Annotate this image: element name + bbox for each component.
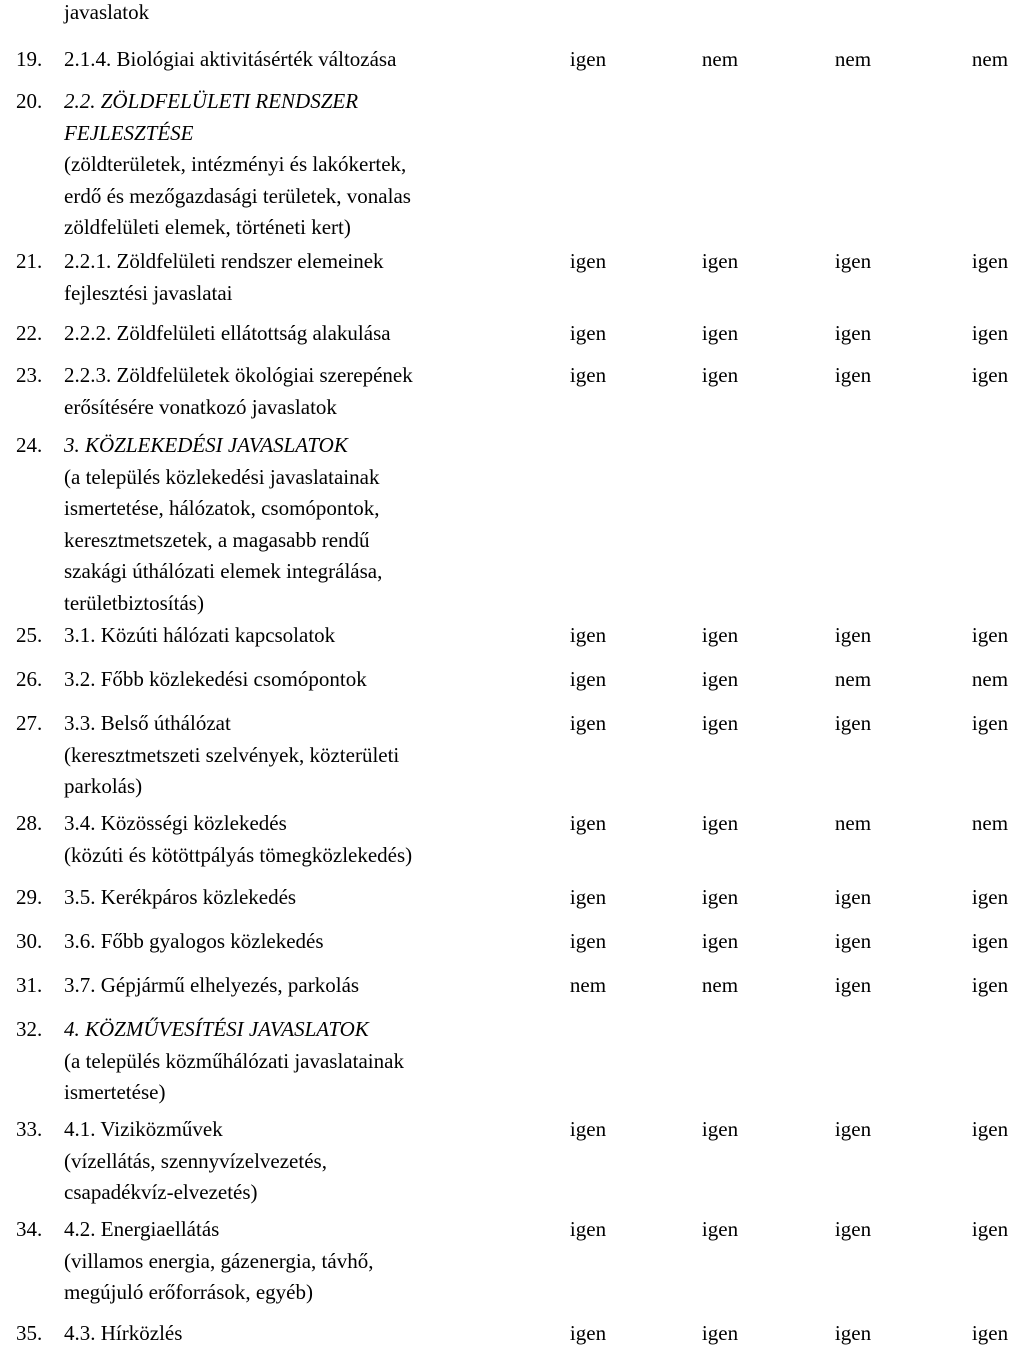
status-cell: igen <box>569 1217 607 1241</box>
row-detail-line: megújuló erőforrások, egyéb) <box>64 1280 313 1304</box>
status-cell: igen <box>834 973 872 997</box>
status-cell: igen <box>701 885 739 909</box>
row-detail-line: zöldfelületi elemek, történeti kert) <box>64 215 351 239</box>
row-title: 2.2.2. Zöldfelületi ellátottság alakulása <box>64 321 391 345</box>
status-cell: nem <box>701 973 739 997</box>
status-cell: igen <box>701 1117 739 1141</box>
status-cell: igen <box>569 321 607 345</box>
status-cell: igen <box>971 1217 1009 1241</box>
status-cell: igen <box>971 885 1009 909</box>
row-detail-line: ismertetése) <box>64 1080 166 1104</box>
row-number: 27. <box>16 711 43 735</box>
status-cell: igen <box>569 47 607 71</box>
status-cell: nem <box>834 47 872 71</box>
row-detail-line: csapadékvíz-elvezetés) <box>64 1180 258 1204</box>
status-cell: nem <box>834 811 872 835</box>
status-cell: igen <box>701 623 739 647</box>
row-description <box>64 430 544 619</box>
row-title: 3.6. Főbb gyalogos közlekedés <box>64 929 324 953</box>
row-detail-line: parkolás) <box>64 774 143 798</box>
row-number: 28. <box>16 811 43 835</box>
status-cell: nem <box>971 47 1009 71</box>
row-number: 34. <box>16 1217 43 1241</box>
row-detail-line: (keresztmetszeti szelvények, közterületi <box>64 742 400 767</box>
row-detail-line: (zöldterületek, intézményi és lakókertek, <box>64 152 407 176</box>
status-cell: igen <box>834 1117 872 1141</box>
status-cell: igen <box>701 667 739 691</box>
status-cell: igen <box>569 667 607 691</box>
row-number: 22. <box>16 321 43 345</box>
row-title: 4. KÖZMŰVESÍTÉSI JAVASLATOK <box>64 1017 369 1041</box>
row-title: 4.2. Energiaellátás <box>64 1217 220 1241</box>
status-cell: igen <box>701 363 739 387</box>
row-detail-line: (közúti és kötöttpályás tömegközlekedés) <box>64 842 413 867</box>
row-description <box>64 664 544 696</box>
row-title: 4.3. Hírközlés <box>64 1321 183 1345</box>
status-cell: igen <box>569 623 607 647</box>
row-number: 25. <box>16 623 43 647</box>
status-cell: nem <box>834 667 872 691</box>
row-description <box>64 1214 544 1309</box>
row-number: 30. <box>16 929 43 953</box>
status-cell: igen <box>569 1321 607 1345</box>
status-cell: igen <box>971 973 1009 997</box>
status-cell: nem <box>971 667 1009 691</box>
row-number: 29. <box>16 885 43 909</box>
status-cell: igen <box>834 1321 872 1345</box>
row-title: 3.7. Gépjármű elhelyezés, parkolás <box>64 973 360 997</box>
status-cell: igen <box>834 1217 872 1241</box>
row-title: 2.2.3. Zöldfelületek ökológiai szerepének <box>64 363 413 387</box>
status-cell: igen <box>971 929 1009 953</box>
status-cell: igen <box>834 885 872 909</box>
status-cell: igen <box>971 1117 1009 1141</box>
status-cell: igen <box>971 711 1009 735</box>
status-cell: nem <box>569 973 607 997</box>
row-detail-line: erdő és mezőgazdasági területek, vonalas <box>64 183 411 208</box>
status-cell: igen <box>834 363 872 387</box>
row-detail-line: (vízellátás, szennyvízelvezetés, <box>64 1148 327 1173</box>
row-description <box>64 1014 544 1109</box>
row-description <box>64 882 544 914</box>
row-title: 3.3. Belső úthálózat <box>64 711 231 735</box>
row-detail-line: (a település közműhálózati javaslatainak <box>64 1048 404 1073</box>
row-description <box>64 708 544 803</box>
status-cell: igen <box>834 249 872 273</box>
row-detail-line: (villamos energia, gázenergia, távhő, <box>64 1248 374 1273</box>
status-cell: igen <box>834 929 872 953</box>
row-detail-line: erősítésére vonatkozó javaslatok <box>64 394 337 419</box>
status-cell: nem <box>701 47 739 71</box>
row-title: 4.1. Viziközművek <box>64 1117 223 1141</box>
row-description <box>64 808 544 871</box>
row-detail-line: (a település közlekedési javaslatainak <box>64 464 380 489</box>
row-title: 3.1. Közúti hálózati kapcsolatok <box>64 623 336 647</box>
row-number: 19. <box>16 47 43 71</box>
status-cell: igen <box>569 249 607 273</box>
row-number: 23. <box>16 363 43 387</box>
status-cell: igen <box>701 811 739 835</box>
row-title: 3.4. Közösségi közlekedés <box>64 811 287 835</box>
row-description <box>64 86 544 244</box>
status-cell: igen <box>971 363 1009 387</box>
row-title: 3. KÖZLEKEDÉSI JAVASLATOK <box>64 433 348 457</box>
row-title: 2.1.4. Biológiai aktivitásérték változása <box>64 47 397 71</box>
row-description <box>64 246 544 309</box>
status-cell: nem <box>971 811 1009 835</box>
row-description <box>64 1114 544 1209</box>
status-cell: igen <box>701 711 739 735</box>
row-detail-line: szakági úthálózati elemek integrálása, <box>64 559 383 583</box>
row-description <box>64 926 544 958</box>
status-cell: igen <box>971 321 1009 345</box>
status-cell: igen <box>701 1321 739 1345</box>
status-cell: igen <box>569 711 607 735</box>
row-description <box>64 970 544 1002</box>
row-detail-line: ismertetése, hálózatok, csomópontok, <box>64 496 380 520</box>
row-number: 35. <box>16 1321 43 1345</box>
row-description <box>64 620 544 652</box>
row-title: 3.2. Főbb közlekedési csomópontok <box>64 667 367 691</box>
row-number: 20. <box>16 89 43 113</box>
row-title: 2.2. ZÖLDFELÜLETI RENDSZER <box>64 89 359 113</box>
row-detail-line: területbiztosítás) <box>64 590 204 615</box>
status-cell: igen <box>701 1217 739 1241</box>
row-description <box>64 44 544 76</box>
status-cell: igen <box>971 249 1009 273</box>
status-cell: igen <box>834 623 872 647</box>
row-detail-line: fejlesztési javaslatai <box>64 280 233 305</box>
status-cell: igen <box>701 321 739 345</box>
row-detail-line: keresztmetszetek, a magasabb rendű <box>64 527 370 552</box>
row-title: 2.2.1. Zöldfelületi rendszer elemeinek <box>64 249 384 273</box>
status-cell: igen <box>569 811 607 835</box>
status-cell: igen <box>834 711 872 735</box>
status-cell: igen <box>569 885 607 909</box>
status-cell: igen <box>971 623 1009 647</box>
row-description <box>64 318 544 350</box>
previous-row-fragment: javaslatok <box>64 0 150 24</box>
row-number: 26. <box>16 667 43 691</box>
status-cell: igen <box>701 249 739 273</box>
row-number: 21. <box>16 249 43 273</box>
status-cell: igen <box>834 321 872 345</box>
status-cell: igen <box>569 1117 607 1141</box>
row-number: 33. <box>16 1117 43 1141</box>
status-cell: igen <box>569 363 607 387</box>
row-detail-line: FEJLESZTÉSE <box>64 120 194 145</box>
status-cell: igen <box>569 929 607 953</box>
row-number: 31. <box>16 973 43 997</box>
row-number: 32. <box>16 1017 43 1041</box>
status-cell: igen <box>971 1321 1009 1345</box>
row-description <box>64 360 544 423</box>
row-title: 3.5. Kerékpáros közlekedés <box>64 885 297 909</box>
row-number: 24. <box>16 433 43 457</box>
row-description <box>64 1318 544 1350</box>
status-cell: igen <box>701 929 739 953</box>
